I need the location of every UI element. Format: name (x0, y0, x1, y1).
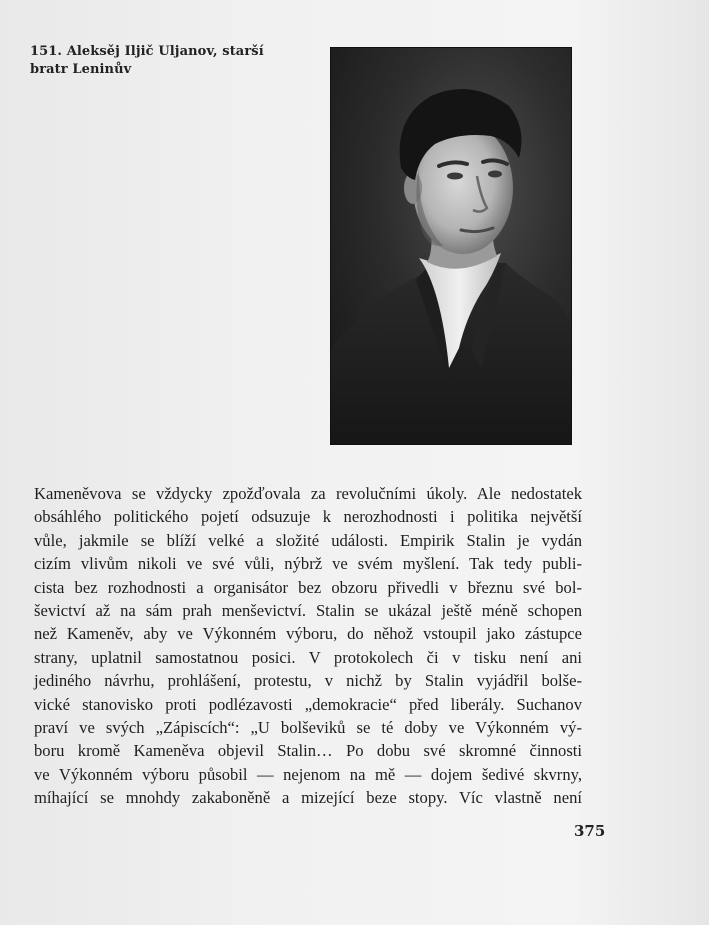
body-line: vické stanovisko proti podlézavosti „demokracie“ před liberály. Suchanov (34, 694, 582, 714)
body-line: než Kameněv, aby ve Výkonném výboru, do něhož vstoupil jako zástupce (34, 624, 582, 644)
body-line: cizím vlivům nikoli ve své vůli, nýbrž ve svém myšlení. Tak tedy publi- (34, 554, 582, 574)
portrait-illustration (331, 48, 572, 445)
body-line: ve Výkonném výboru působil — nejenom na mě — dojem šedivé skvrny, (34, 764, 582, 784)
body-line: jediného návrhu, prohlášení, protestu, v nichž by Stalin vyjádřil bolše- (34, 671, 582, 691)
page-number: 375 (574, 822, 606, 840)
body-line: boru kromě Kameněva objevil Stalin… Po dobu své skromné činnosti (34, 741, 582, 761)
body-line: obsáhlého politického pojetí odsuzuje k nerozhodnosti i politika největší (34, 507, 582, 527)
body-line: míhající se mnohdy zakaboněně a mizející beze stopy. Víc vlastně není (34, 788, 582, 808)
body-line: ševictví až na sám prah menševictví. Stalin se ukázal ještě méně schopen (34, 601, 582, 621)
portrait-photo (330, 47, 572, 445)
photo-caption: 151. Aleksěj Iljič Uljanov, starší bratr Leninův (30, 44, 264, 77)
body-line: cista bez rozhodnosti a organisátor bez obzoru přivedli v březnu své bol- (34, 577, 582, 597)
body-line: vůle, jakmile se blíží velké a složité události. Empirik Stalin je vydán (34, 530, 582, 550)
body-line: strany, uplatnil samostatnou posici. V protokolech či v tisku není ani (34, 647, 582, 667)
body-line: Kameněvova se vždycky zpožďovala za revolučními úkoly. Ale nedostatek (34, 484, 582, 503)
body-line: praví ve svých „Zápiscích“: „U bolševiků se té doby ve Výkonném vý- (34, 718, 582, 738)
body-text (34, 482, 582, 810)
